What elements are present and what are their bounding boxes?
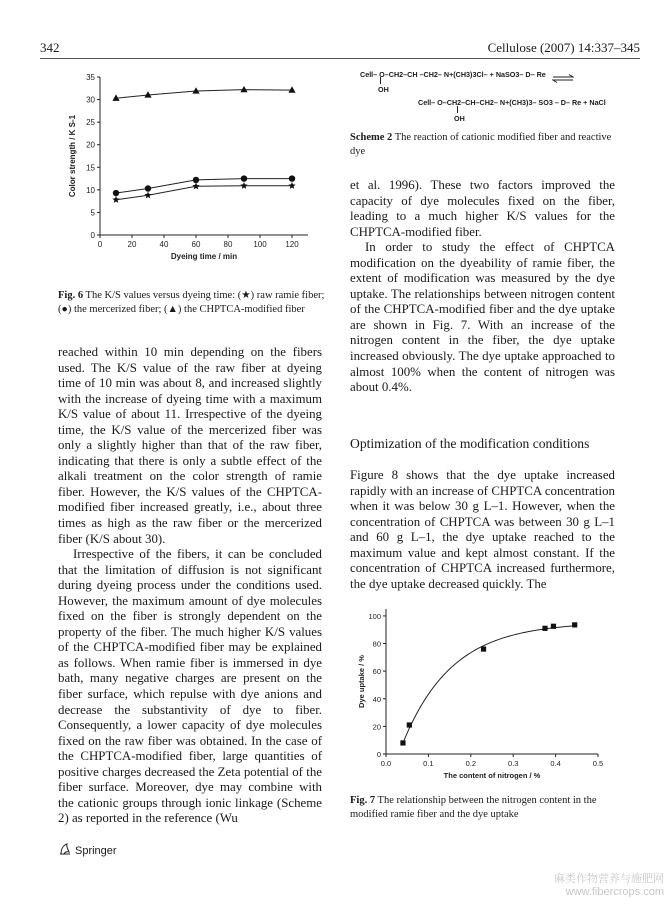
data-point-star — [144, 191, 151, 198]
springer-logo-icon — [58, 842, 72, 860]
data-point-square — [400, 740, 405, 745]
y-axis-label: Dye uptake / % — [357, 655, 366, 708]
x-tick-label: 0.5 — [592, 759, 604, 768]
data-point-square — [481, 646, 486, 651]
watermark-line-2: www.fibercrops.com — [565, 886, 664, 898]
figure-7-caption-label: Fig. 7 — [350, 795, 376, 806]
y-tick-label: 0 — [90, 231, 95, 240]
scheme-oh-2: OH — [454, 114, 465, 123]
y-tick-label: 20 — [372, 722, 381, 732]
page-number: 342 — [40, 40, 60, 55]
figure-6-caption-label: Fig. 6 — [58, 290, 84, 301]
y-tick-label: 100 — [368, 611, 381, 621]
scheme-2-reaction — [350, 66, 620, 124]
y-tick-label: 10 — [86, 185, 95, 195]
left-column-body — [58, 345, 322, 827]
figure-7-caption — [350, 794, 618, 822]
data-point-star — [192, 182, 199, 189]
figure-6-chart — [62, 64, 327, 270]
data-point-circle — [241, 175, 247, 181]
scheme-oh-1: OH — [378, 85, 389, 94]
data-point-circle — [193, 177, 199, 183]
x-tick-label: 60 — [191, 240, 201, 249]
y-tick-label: 30 — [86, 95, 95, 105]
journal-citation: Cellulose (2007) 14:337–345 — [487, 40, 640, 55]
scheme-line-1: Cell– O–CH2–CH –CH2– N+(CH3)3Cl– + NaSO3– D– Re — [360, 70, 546, 79]
left-paragraph-2: Irrespective of the fibers, it can be concluded that the limitation of diffusion is not significant during dyeing process under the conditions used. However, the maximum amount of dye molecules fixed on the fiber is strongly dependent on the property of the fiber. The much higher K/S values of the CHPTCA-modified fiber may be explained as follows. When ramie fiber is immersed in dye bath, many negative charges are present on the fiber surface, which repulse with dye anions and decrease the substantivity of dye to fiber. Consequently, a lower capacity of dye molecules fixed on the raw fiber was obtained. In the case of the CHPTCA-modified fiber, large quantities of positive charges decreased the Zeta potential of the fiber surface. Moreover, dye may combine with the cationic groups through ionic linkage (Scheme 2) as reported in the reference (Wu — [58, 547, 322, 826]
y-axis-label: Color strength / K S-1 — [68, 114, 77, 198]
data-point-square — [551, 624, 556, 629]
x-axis-label: The content of nitrogen / % — [443, 771, 541, 780]
x-axis-label: Dyeing time / min — [170, 252, 238, 261]
right-column-body-bottom — [350, 468, 615, 592]
series-line-triangle — [116, 90, 292, 99]
data-point-triangle — [288, 86, 295, 92]
x-tick-label: 0.0 — [380, 759, 392, 768]
x-tick-label: 0.4 — [550, 759, 561, 768]
scheme-2-caption — [350, 131, 620, 159]
y-tick-label: 15 — [86, 163, 95, 173]
data-point-square — [572, 622, 577, 627]
y-tick-label: 40 — [372, 694, 381, 704]
right-paragraph-1: et al. 1996). These two factors improved the capacity of dye molecules fixed on the fiber, leading to a much higher K/S values for the CHPTCA-modified fiber. — [350, 178, 615, 239]
figure-6-caption — [58, 289, 328, 317]
watermark — [554, 873, 664, 899]
footer-publisher — [58, 842, 117, 860]
y-tick-label: 60 — [372, 667, 381, 677]
scheme-2-caption-text: The reaction of cationic modified fiber and reactive dye — [350, 132, 612, 157]
data-point-circle — [289, 175, 295, 181]
right-paragraph-2: In order to study the effect of CHPTCA modification on the dyeability of ramie fiber, the extent of modification was measured by the dye uptake. The relationships between nitrogen content of the CHPTCA-modified fiber and the dye uptake are shown in Fig. 7. With an increase of the nitrogen content in the fiber, the dye uptake increased obviously. The dye uptake approached to almost 100% when the content of nitrogen was about 0.4%. — [350, 240, 615, 395]
y-tick-label: 35 — [86, 73, 95, 82]
x-tick-label: 20 — [127, 240, 137, 249]
y-tick-label: 5 — [90, 208, 95, 218]
x-tick-label: 0 — [97, 240, 103, 249]
y-tick-label: 80 — [372, 639, 381, 649]
data-point-circle — [145, 185, 151, 191]
x-tick-label: 120 — [285, 240, 299, 249]
data-point-circle — [113, 190, 119, 196]
x-tick-label: 0.3 — [507, 759, 519, 768]
y-tick-label: 25 — [86, 118, 95, 128]
data-point-star — [288, 182, 295, 189]
watermark-line-1: 麻类作物营养与施肥网 — [554, 873, 664, 885]
scheme-line-2: Cell– O–CH2–CH–CH2– N+(CH3)3– SO3 – D– Re + NaCl — [418, 98, 606, 107]
data-point-star — [240, 182, 247, 189]
x-tick-label: 100 — [253, 240, 267, 249]
figure-7-caption-text: The relationship between the nitrogen content in the modified ramie fiber and the dye uptake — [350, 795, 597, 820]
y-tick-label: 0 — [376, 750, 381, 759]
scheme-bond-2 — [457, 106, 459, 113]
section-heading: Optimization of the modification conditions — [350, 436, 590, 451]
figure-6-caption-text: The K/S values versus dyeing time: (★) raw ramie fiber; (●) the mercerized fiber; (▲) the CHPTCA-modified fiber — [58, 290, 325, 315]
fit-curve — [403, 626, 575, 743]
x-tick-label: 0.2 — [465, 759, 477, 768]
x-tick-label: 80 — [223, 240, 233, 249]
y-tick-label: 20 — [86, 140, 95, 150]
data-point-star — [112, 196, 119, 203]
equilibrium-arrow-icon — [552, 70, 574, 88]
header-rule — [40, 58, 640, 59]
data-point-triangle — [192, 87, 199, 93]
data-point-triangle — [240, 86, 247, 92]
data-point-square — [407, 722, 412, 727]
publisher-name: Springer — [75, 845, 117, 857]
x-tick-label: 40 — [159, 240, 169, 249]
left-paragraph-1: reached within 10 min depending on the fibers used. The K/S value of the raw fiber at dyeing time of 10 min was about 8, and increased slightly with the increase of dyeing time with a maximum K/S value of about 11. Irrespective of the dyeing time, the K/S value of the mercerized fiber was only a slightly higher than that of the raw fiber, indicating that there is only a subtle effect of the alkali treatment on the color strength of ramie fiber. However, the K/S values of the CHPTCA-modified fiber increased greatly, i.e., about three times as high as the raw fiber or the mercerized fiber (K/S about 30). — [58, 345, 322, 546]
figure-7-chart — [352, 603, 614, 783]
right-paragraph-3: Figure 8 shows that the dye uptake increased rapidly with an increase of CHPTCA concentration when it was below 30 g L–1. However, when the concentration of CHPTCA was between 30 g L–1 and 60 g L–1, the dye uptake reached to the maximum value and kept almost constant. If the concentration of CHPTCA increased furthermore, the dye uptake decreased quickly. The — [350, 468, 615, 591]
right-column-body-top — [350, 178, 615, 396]
scheme-bond-1 — [380, 77, 382, 84]
data-point-square — [542, 626, 547, 631]
scheme-2-caption-label: Scheme 2 — [350, 132, 393, 143]
series-line-star — [116, 186, 292, 200]
x-tick-label: 0.1 — [423, 759, 434, 768]
